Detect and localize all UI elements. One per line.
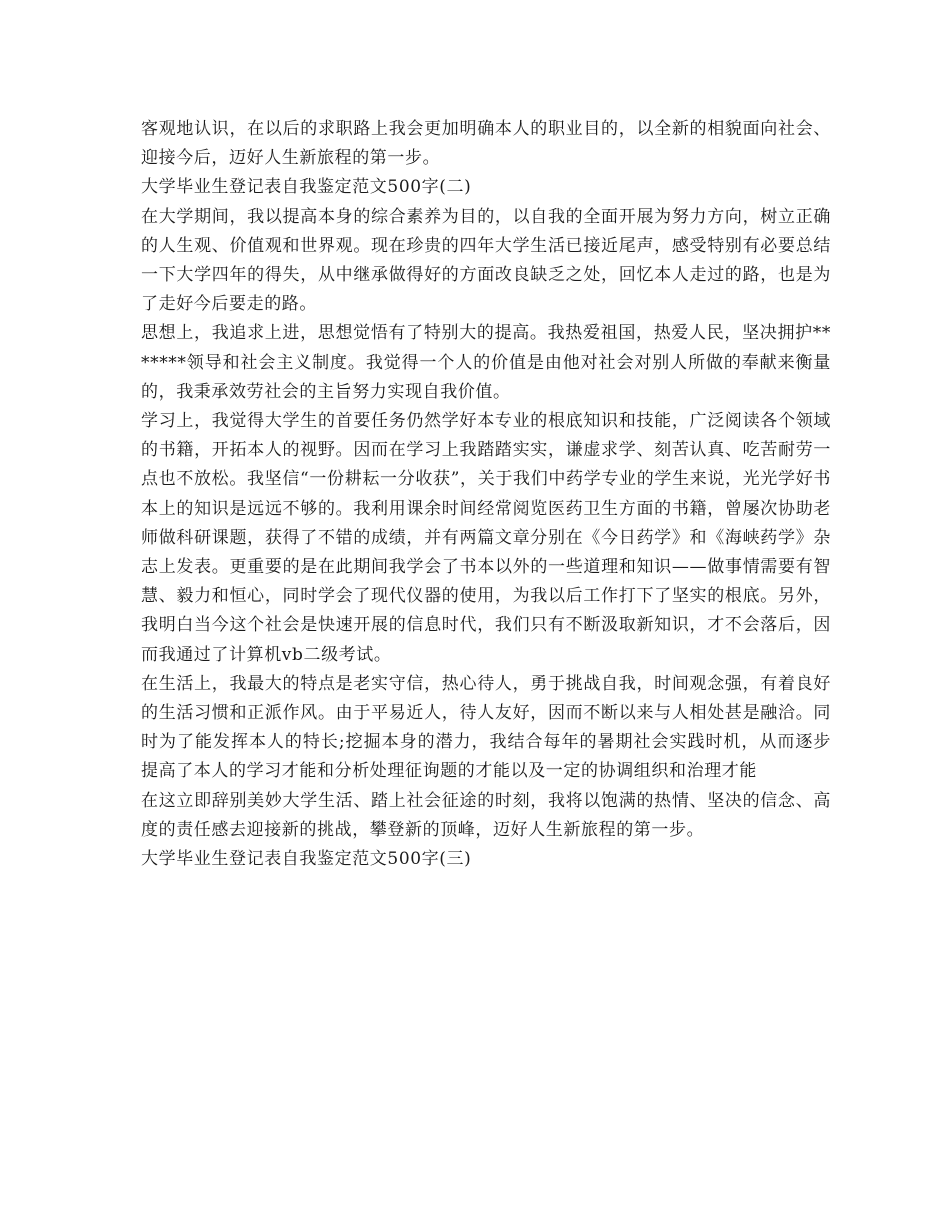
section-heading-2: 大学毕业生登记表自我鉴定范文500字(二) — [141, 177, 472, 198]
paragraph-ideology: 思想上，我追求上进，思想觉悟有了特别大的提高。我热爱祖国，热爱人民，坚决拥护*******领导和社会主义制度。我觉得一个人的价值是由他对社会对别人所做的奉献来衡量的，我秉承效劳社会的主旨努力实现自我价值。 — [141, 323, 831, 402]
paragraph-farewell: 在这立即辞别美妙大学生活、踏上社会征途的时刻，我将以饱满的热情、坚决的信念、高度的责任感去迎接新的挑战，攀登新的顶峰，迈好人生新旅程的第一步。 — [141, 790, 831, 840]
paragraph-intro-closing: 客观地认识，在以后的求职路上我会更加明确本人的职业目的，以全新的相貌面向社会、迎接今后，迈好人生新旅程的第一步。 — [141, 119, 831, 169]
section-heading-3: 大学毕业生登记表自我鉴定范文500字(三) — [141, 849, 472, 870]
document-body — [141, 115, 831, 874]
paragraph-university-period: 在大学期间，我以提高本身的综合素养为目的，以自我的全面开展为努力方向，树立正确的人生观、价值观和世界观。现在珍贵的四年大学生活已接近尾声，感受特别有必要总结一下大学四年的得失，从中继承做得好的方面改良缺乏之处，回忆本人走过的路，也是为了走好今后要走的路。 — [141, 206, 831, 315]
paragraph-study: 学习上，我觉得大学生的首要任务仍然学好本专业的根底知识和技能，广泛阅读各个领域的书籍，开拓本人的视野。因而在学习上我踏踏实实，谦虚求学、刻苦认真、吃苦耐劳一点也不放松。我坚信“一份耕耘一分收获”，关于我们中药学专业的学生来说，光光学好书本上的知识是远远不够的。我利用课余时间经常阅览医药卫生方面的书籍，曾屡次协助老师做科研课题，获得了不错的成绩，并有两篇文章分别在《今日药学》和《海峡药学》杂志上发表。更重要的是在此期间我学会了书本以外的一些道理和知识——做事情需要有智慧、毅力和恒心，同时学会了现代仪器的使用，为我以后工作打下了坚实的根底。另外，我明白当今这个社会是快速开展的信息时代，我们只有不断汲取新知识，才不会落后，因而我通过了计算机vb二级考试。 — [141, 411, 831, 665]
paragraph-life: 在生活上，我最大的特点是老实守信，热心待人，勇于挑战自我，时间观念强，有着良好的生活习惯和正派作风。由于平易近人，待人友好，因而不断以来与人相处甚是融洽。同时为了能发挥本人的特长;挖掘本身的潜力，我结合每年的暑期社会实践时机，从而逐步提高了本人的学习才能和分析处理征询题的才能以及一定的协调组织和治理才能 — [141, 673, 831, 782]
